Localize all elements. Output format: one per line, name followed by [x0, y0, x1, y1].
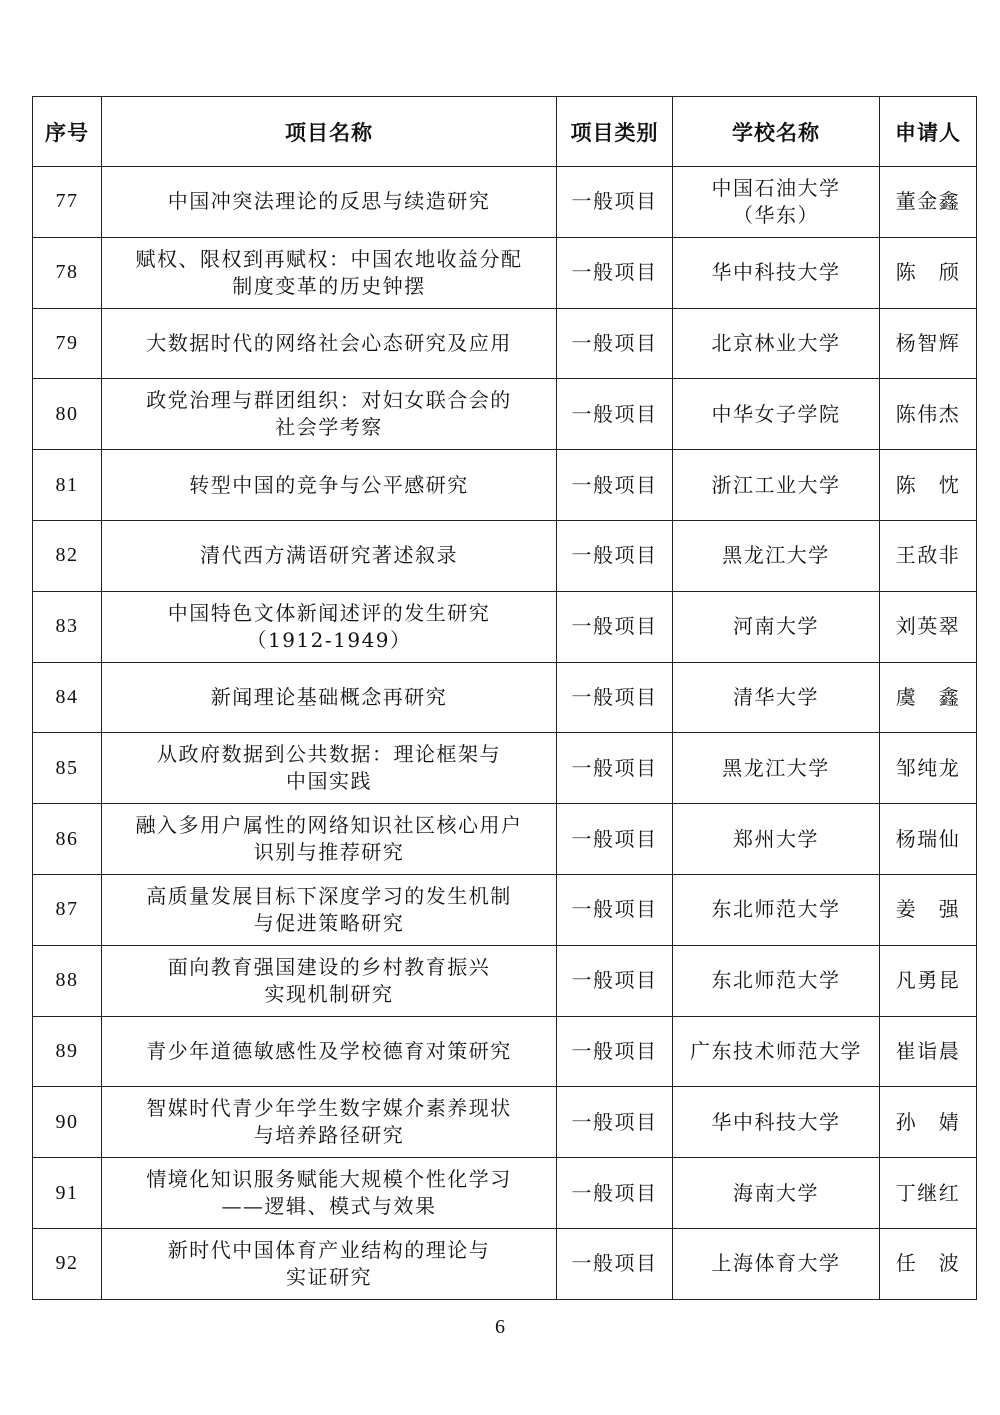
cell-serial-number: 84	[33, 662, 102, 733]
cell-applicant: 杨智辉	[880, 308, 977, 379]
cell-project-name-text: 融入多用户属性的网络知识社区核心用户 识别与推荐研究	[135, 813, 523, 865]
cell-school-name-text: 黑龙江大学	[722, 543, 830, 568]
header-school-name: 学校名称	[673, 97, 880, 167]
cell-project-category: 一般项目	[557, 450, 673, 521]
cell-applicant: 凡勇昆	[880, 945, 977, 1016]
table-row	[33, 874, 977, 945]
cell-school-name-text: 中国石油大学 （华东）	[711, 175, 841, 227]
cell-school-name	[673, 450, 880, 521]
cell-applicant: 姜 强	[880, 874, 977, 945]
table-header-row	[33, 97, 977, 167]
cell-project-name-text: 新闻理论基础概念再研究	[210, 684, 448, 709]
cell-school-name	[673, 167, 880, 238]
cell-project-category: 一般项目	[557, 520, 673, 591]
cell-serial-number: 87	[33, 874, 102, 945]
header-project-category: 项目类别	[557, 97, 673, 167]
cell-project-category: 一般项目	[557, 308, 673, 379]
cell-school-name	[673, 308, 880, 379]
cell-serial-number: 90	[33, 1087, 102, 1158]
cell-school-name-text: 北京林业大学	[711, 330, 841, 355]
cell-school-name	[673, 733, 880, 804]
cell-school-name-text: 华中科技大学	[711, 260, 841, 285]
cell-project-name	[102, 1016, 557, 1087]
cell-project-name	[102, 874, 557, 945]
header-serial-number: 序号	[33, 97, 102, 167]
cell-serial-number: 86	[33, 804, 102, 875]
cell-project-name-text: 高质量发展目标下深度学习的发生机制 与促进策略研究	[146, 883, 512, 935]
cell-serial-number: 79	[33, 308, 102, 379]
cell-project-name	[102, 733, 557, 804]
header-applicant: 申请人	[880, 97, 977, 167]
cell-project-name-text: 青少年道德敏感性及学校德育对策研究	[146, 1038, 512, 1063]
cell-applicant: 虞 鑫	[880, 662, 977, 733]
table-row	[33, 1016, 977, 1087]
cell-project-category: 一般项目	[557, 379, 673, 450]
cell-project-name-text: 中国特色文体新闻述评的发生研究 （1912-1949）	[167, 600, 491, 652]
cell-project-category: 一般项目	[557, 945, 673, 1016]
cell-applicant: 任 波	[880, 1228, 977, 1299]
cell-school-name-text: 中华女子学院	[711, 401, 841, 426]
table-row	[33, 662, 977, 733]
cell-school-name-text: 海南大学	[733, 1180, 819, 1205]
cell-serial-number: 81	[33, 450, 102, 521]
cell-project-name-text: 转型中国的竞争与公平感研究	[189, 472, 469, 497]
cell-school-name	[673, 1228, 880, 1299]
cell-serial-number: 85	[33, 733, 102, 804]
cell-applicant: 孙 婧	[880, 1087, 977, 1158]
table-row	[33, 591, 977, 662]
cell-project-name-text: 新时代中国体育产业结构的理论与 实证研究	[167, 1237, 491, 1289]
cell-project-category: 一般项目	[557, 662, 673, 733]
cell-project-category: 一般项目	[557, 237, 673, 308]
cell-school-name	[673, 874, 880, 945]
table-row	[33, 804, 977, 875]
projects-table	[32, 96, 977, 1300]
cell-project-name	[102, 1087, 557, 1158]
cell-applicant: 王敌非	[880, 520, 977, 591]
cell-project-name-text: 情境化知识服务赋能大规模个性化学习 ——逻辑、模式与效果	[146, 1167, 512, 1219]
table-row	[33, 1087, 977, 1158]
cell-school-name-text: 黑龙江大学	[722, 755, 830, 780]
cell-school-name	[673, 1087, 880, 1158]
cell-school-name-text: 郑州大学	[733, 826, 819, 851]
cell-school-name	[673, 379, 880, 450]
cell-project-name	[102, 520, 557, 591]
cell-applicant: 杨瑞仙	[880, 804, 977, 875]
cell-project-category: 一般项目	[557, 167, 673, 238]
cell-serial-number: 82	[33, 520, 102, 591]
cell-project-name	[102, 662, 557, 733]
cell-project-name-text: 清代西方满语研究著述叙录	[200, 543, 458, 568]
header-project-name: 项目名称	[102, 97, 557, 167]
cell-project-name-text: 智媒时代青少年学生数字媒介素养现状 与培养路径研究	[146, 1096, 512, 1148]
cell-serial-number: 77	[33, 167, 102, 238]
cell-project-category: 一般项目	[557, 874, 673, 945]
cell-serial-number: 92	[33, 1228, 102, 1299]
cell-school-name-text: 华中科技大学	[711, 1109, 841, 1134]
cell-applicant: 陈 忱	[880, 450, 977, 521]
cell-project-category: 一般项目	[557, 733, 673, 804]
cell-applicant: 刘英翠	[880, 591, 977, 662]
table-row	[33, 1228, 977, 1299]
cell-school-name-text: 上海体育大学	[711, 1251, 841, 1276]
cell-school-name-text: 东北师范大学	[711, 897, 841, 922]
cell-school-name	[673, 804, 880, 875]
table-row	[33, 308, 977, 379]
cell-school-name	[673, 662, 880, 733]
cell-project-name	[102, 1158, 557, 1229]
cell-project-name	[102, 237, 557, 308]
cell-project-name	[102, 379, 557, 450]
table-row	[33, 237, 977, 308]
cell-project-name	[102, 308, 557, 379]
cell-applicant: 董金鑫	[880, 167, 977, 238]
cell-school-name	[673, 1016, 880, 1087]
cell-project-name	[102, 804, 557, 875]
table-row	[33, 945, 977, 1016]
cell-project-category: 一般项目	[557, 1158, 673, 1229]
cell-project-name-text: 中国冲突法理论的反思与续造研究	[167, 189, 491, 214]
cell-serial-number: 91	[33, 1158, 102, 1229]
cell-project-name	[102, 591, 557, 662]
cell-project-name-text: 赋权、限权到再赋权：中国农地收益分配 制度变革的历史钟摆	[135, 246, 523, 298]
cell-project-name-text: 大数据时代的网络社会心态研究及应用	[146, 330, 512, 355]
cell-project-name	[102, 1228, 557, 1299]
cell-applicant: 陈伟杰	[880, 379, 977, 450]
cell-serial-number: 80	[33, 379, 102, 450]
cell-school-name-text: 河南大学	[733, 614, 819, 639]
cell-serial-number: 88	[33, 945, 102, 1016]
table-row	[33, 520, 977, 591]
cell-school-name-text: 清华大学	[733, 684, 819, 709]
table-row	[33, 450, 977, 521]
cell-project-name-text: 面向教育强国建设的乡村教育振兴 实现机制研究	[167, 954, 491, 1006]
cell-project-name-text: 从政府数据到公共数据：理论框架与 中国实践	[157, 742, 501, 794]
cell-project-category: 一般项目	[557, 1087, 673, 1158]
cell-school-name	[673, 520, 880, 591]
cell-serial-number: 89	[33, 1016, 102, 1087]
table-row	[33, 733, 977, 804]
cell-school-name-text: 东北师范大学	[711, 968, 841, 993]
cell-project-name	[102, 450, 557, 521]
table-row	[33, 379, 977, 450]
cell-serial-number: 83	[33, 591, 102, 662]
cell-serial-number: 78	[33, 237, 102, 308]
table-body	[33, 167, 977, 1300]
cell-school-name	[673, 1158, 880, 1229]
cell-project-category: 一般项目	[557, 1016, 673, 1087]
cell-school-name-text: 浙江工业大学	[711, 472, 841, 497]
cell-project-name	[102, 945, 557, 1016]
cell-school-name	[673, 945, 880, 1016]
cell-school-name	[673, 237, 880, 308]
table-row	[33, 1158, 977, 1229]
cell-applicant: 邹纯龙	[880, 733, 977, 804]
cell-school-name	[673, 591, 880, 662]
cell-applicant: 丁继红	[880, 1158, 977, 1229]
cell-project-name-text: 政党治理与群团组织：对妇女联合会的 社会学考察	[146, 388, 512, 440]
cell-applicant: 崔诣晨	[880, 1016, 977, 1087]
cell-project-category: 一般项目	[557, 804, 673, 875]
cell-project-category: 一般项目	[557, 591, 673, 662]
page-number: 6	[495, 1316, 505, 1338]
cell-project-category: 一般项目	[557, 1228, 673, 1299]
table-row	[33, 167, 977, 238]
cell-school-name-text: 广东技术师范大学	[690, 1038, 862, 1063]
cell-applicant: 陈 颀	[880, 237, 977, 308]
cell-project-name	[102, 167, 557, 238]
